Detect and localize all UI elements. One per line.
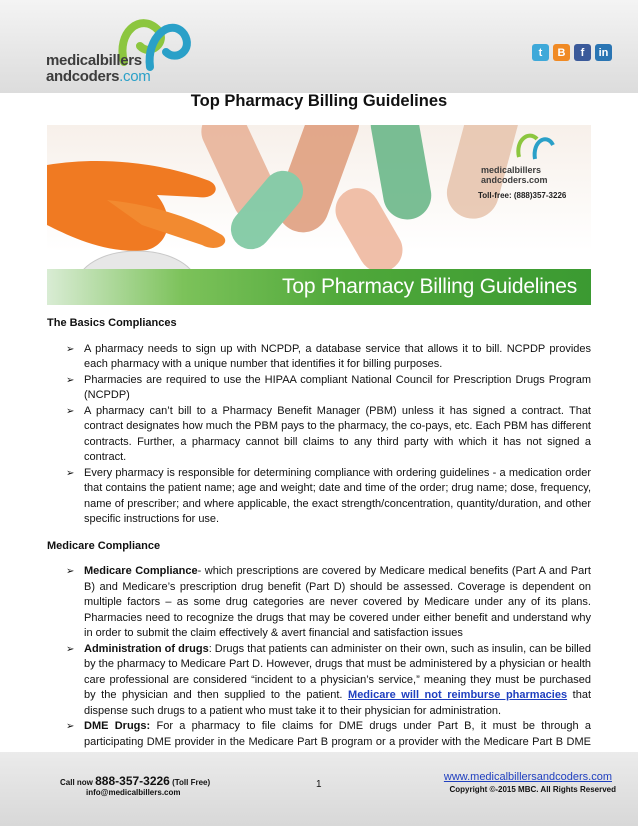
list-item: ➢ A pharmacy can’t bill to a Pharmacy Benefit Manager (PBM) unless it has signed a contract. That contract designates how much the PBM pays to the pharmacy, the co-pays, etc. Each PBM has different contracts. Further, a pharmacy cannot bill claims to any third party with which it has not signed a contract. bbox=[66, 404, 591, 463]
footer-website-link[interactable]: www.medicalbillersandcoders.com bbox=[443, 771, 612, 783]
footer-phone[interactable]: 888-357-3226 bbox=[95, 774, 170, 788]
page-number: 1 bbox=[316, 779, 322, 790]
twitter-icon[interactable]: t bbox=[532, 44, 549, 61]
arrow-bullet-icon: ➢ bbox=[66, 566, 75, 577]
banner-image bbox=[47, 125, 591, 305]
arrow-bullet-icon: ➢ bbox=[66, 374, 75, 386]
arrow-bullet-icon: ➢ bbox=[66, 467, 75, 479]
header bbox=[0, 0, 638, 93]
banner-caption: Top Pharmacy Billing Guidelines bbox=[282, 275, 577, 298]
banner-caption-strip bbox=[47, 269, 591, 305]
section-heading-basics: The Basics Compliances bbox=[47, 317, 177, 329]
footer-copyright: Copyright ©-2015 MBC. All Rights Reserved bbox=[449, 785, 616, 794]
blogger-icon[interactable]: B bbox=[553, 44, 570, 61]
arrow-bullet-icon: ➢ bbox=[66, 643, 75, 655]
footer-call: Call now 888-357-3226 (Toll Free) bbox=[60, 774, 211, 788]
banner-logo-line1: medicalbillers bbox=[481, 165, 542, 175]
list-item: ➢ DME Drugs: For a pharmacy to file claims for DME drugs under Part B, it must be through a participating DME provider in the Medicare Part B program or a provider with the Medicare Part B DME bbox=[66, 720, 591, 748]
arrow-bullet-icon: ➢ bbox=[66, 343, 75, 355]
arrow-bullet-icon: ➢ bbox=[66, 721, 75, 732]
document-body bbox=[47, 316, 591, 777]
footer-email[interactable]: info@medicalbillers.com bbox=[86, 788, 181, 797]
social-links bbox=[532, 44, 612, 61]
page-title: Top Pharmacy Billing Guidelines bbox=[190, 92, 448, 110]
footer bbox=[0, 752, 638, 826]
medicare-list bbox=[47, 564, 591, 766]
list-item: ➢ A pharmacy needs to sign up with NCPDP, a database service that allows it to bill. NCPDP provides each pharmacy with a unique number that identifies it for billing purposes. bbox=[66, 342, 591, 370]
logo-text-line1: medicalbillers bbox=[46, 52, 142, 69]
linkedin-icon[interactable]: in bbox=[595, 44, 612, 61]
company-logo[interactable] bbox=[46, 12, 196, 84]
facebook-icon[interactable]: f bbox=[574, 44, 591, 61]
basics-list bbox=[47, 342, 591, 528]
banner-tollfree: Toll-free: (888)357-3226 bbox=[478, 191, 567, 200]
arrow-bullet-icon: ➢ bbox=[66, 405, 75, 417]
logo-text-line2: andcoders.com bbox=[46, 68, 151, 85]
list-item: ➢ Administration of drugs: Drugs that patients can administer on their own, such as insulin, can be billed by the pharmacy to Medicare Part D. However, drugs that must be administered by a physician or health care professional are considered “incident to a physician’s service,” meaning they must be purchased by the physician and then supplied to the patient. Medicare will not reimburse pharmacies that dispense such drugs to a patient who must take it to their physician for administration. bbox=[66, 642, 591, 717]
section-heading-medicare: Medicare Compliance bbox=[47, 539, 161, 552]
list-item: ➢ Every pharmacy is responsible for determining compliance with ordering guidelines - a medication order that contains the patient name; age and weight; date and time of the order; drug name; dose, frequency, name of prescriber; and where applicable, the exact strength/concentration, quantity/duration, and other specific instructions for use. bbox=[66, 466, 591, 525]
list-item: ➢ Pharmacies are required to use the HIPAA compliant National Council for Prescription Drugs Program (NCPDP) bbox=[66, 373, 591, 401]
list-item: ➢ Medicare Compliance- which prescriptions are covered by Medicare medical benefits (Part A and Part B) and Medicare’s prescription drug benefit (Part D) should be assessed. Coverage is dependent on multiple factors – as some drug categories are never covered by Medicare under any of its plans. Pharmacies need to recognize the drugs that may be covered under either benefit and understand why in order to submit the claim effectively & avert financial and satisfaction issues bbox=[66, 565, 591, 639]
medicare-reimburse-link[interactable]: Medicare will not reimburse pharmacies bbox=[348, 689, 568, 701]
banner-logo-line2: andcoders.com bbox=[481, 175, 548, 185]
